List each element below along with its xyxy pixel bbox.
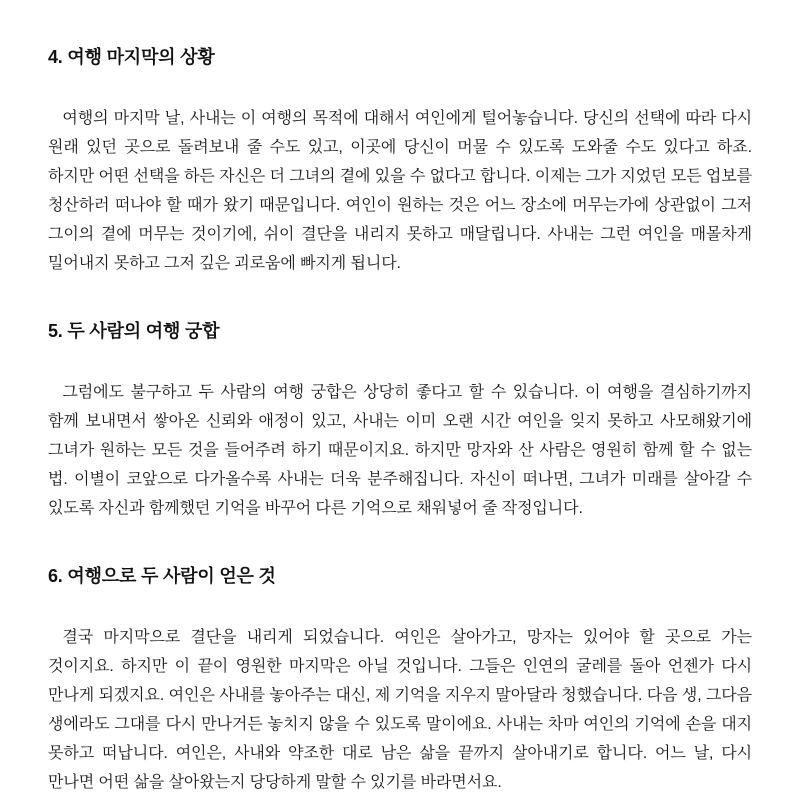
section-heading: 4. 여행 마지막의 상황: [48, 47, 215, 67]
section-heading: 6. 여행으로 두 사람이 얻은 것: [48, 566, 276, 586]
section-4-trip-final-situation: [48, 46, 752, 278]
section-paragraph: 그럼에도 불구하고 두 사람의 여행 궁합은 상당히 좋다고 할 수 있습니다. 이 여행을 결심하기까지 함께 보내면서 쌓아온 신뢰와 애정이 있고, 사내는 이미 오랜 시간 여인을 잊지 못하고 사모해왔기에 그녀가 원하는 모든 것을 들어주려 하기 때문이지요. 하지만 망자와 산 사람은 영원히 함께 할 수 없는 법. 이별이 코앞으로 다가올수록 사내는 더욱 분주해집니다. 자신이 떠나면, 그녀가 미래를 살아갈 수 있도록 자신과 함께했던 기억을 바꾸어 다른 기억으로 채워넣어 줄 작정입니다.: [48, 384, 752, 517]
section-paragraph: 여행의 마지막 날, 사내는 이 여행의 목적에 대해서 여인에게 털어놓습니다. 당신의 선택에 따라 다시 원래 있던 곳으로 돌려보내 줄 수도 있고, 이곳에 당신이 머물 수 있도록 도와줄 수도 있다고 하죠. 하지만 어떤 선택을 하든 자신은 더 그녀의 곁에 있을 수 없다고 합니다. 이제는 그가 지었던 모든 업보를 청산하러 떠나야 할 때가 왔기 때문입니다. 여인이 원하는 것은 어느 장소에 머무는가에 상관없이 그저 그이의 곁에 머무는 것이기에, 쉬이 결단을 내리지 못하고 매달립니다. 사내는 그런 여인을 매몰차게 밀어내지 못하고 그저 깊은 괴로움에 빠지게 됩니다.: [48, 110, 752, 272]
section-paragraph: 결국 마지막으로 결단을 내리게 되었습니다. 여인은 살아가고, 망자는 있어야 할 곳으로 가는 것이지요. 하지만 이 끝이 영원한 마지막은 아닐 것입니다. 그들은 인연의 굴레를 돌아 언젠가 다시 만나게 되겠지요. 여인은 사내를 놓아주는 대신, 제 기억을 지우지 말아달라 청했습니다. 다음 생, 그다음 생에라도 그대를 다시 만나거든 놓치지 않을 수 있도록 말이에요. 사내는 차마 여인의 기억에 손을 대지 못하고 떠납니다. 여인은, 사내와 약조한 대로 남은 삶을 끝까지 살아내기로 합니다. 어느 날, 다시 만나면 어떤 삶을 살아왔는지 당당하게 말할 수 있기를 바라면서요.: [48, 629, 752, 791]
section-6-what-they-gained: [48, 565, 752, 797]
section-heading: 5. 두 사람의 여행 궁합: [48, 321, 220, 341]
section-5-travel-compatibility: [48, 320, 752, 523]
